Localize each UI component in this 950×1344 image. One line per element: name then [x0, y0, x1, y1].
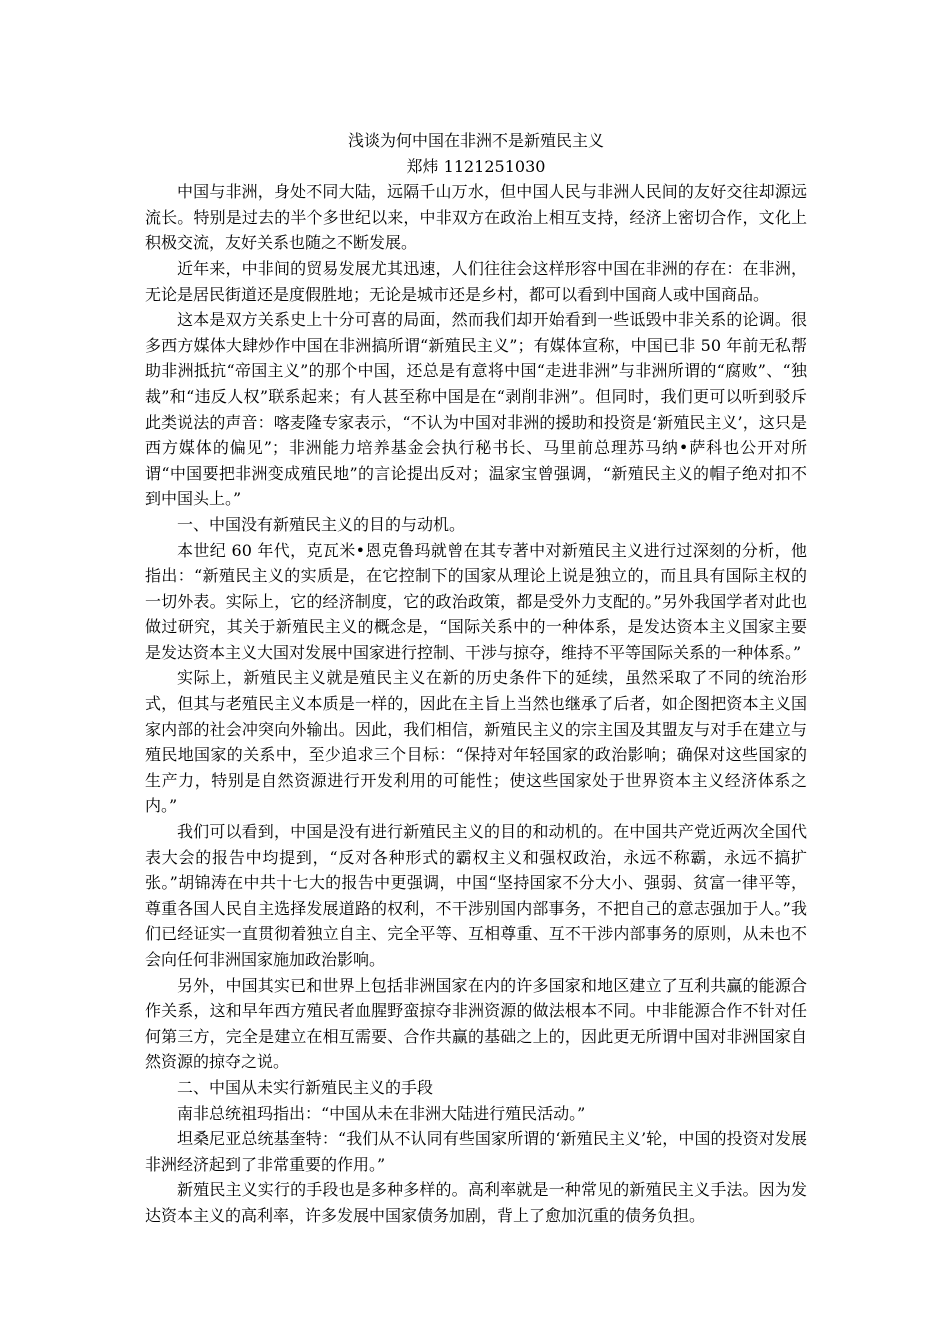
- paragraph: 新殖民主义实行的手段也是多种多样的。高利率就是一种常见的新殖民主义手法。因为发达资本主义的高利率，许多发展中国家债务加剧，背上了愈加沉重的债务负担。: [145, 1180, 807, 1225]
- paragraph: 这本是双方关系史上十分可喜的局面，然而我们却开始看到一些诋毁中非关系的论调。很多西方媒体大肆炒作中国在非洲搞所谓“新殖民主义”；有媒体宣称，中国已非 50 年前无私帮助非洲抵抗“帝国主义”的那个中国，还总是有意将中国“走进非洲”与非洲所谓的“腐败”、“独裁”和“违反人权”联系起来；有人甚至称中国是在“剥削非洲”。但同时，我们更可以听到驳斥此类说法的声音：喀麦隆专家表示，“不认为中国对非洲的援助和投资是‘新殖民主义’，这只是西方媒体的偏见”；非洲能力培养基金会执行秘书长、马里前总理苏马纳•萨科也公开对所谓“中国要把非洲变成殖民地”的言论提出反对；温家宝曾强调，“新殖民主义的帽子绝对扣不到中国头上。”: [145, 310, 807, 509]
- section-heading: 二、中国从未实行新殖民主义的手段: [177, 1077, 434, 1097]
- paragraph: 近年来，中非间的贸易发展尤其迅速，人们往往会这样形容中国在非洲的存在：在非洲，无论是居民街道还是度假胜地；无论是城市还是乡村，都可以看到中国商人或中国商品。: [145, 258, 807, 304]
- paragraph: 另外，中国其实已和世界上包括非洲国家在内的许多国家和地区建立了互利共赢的能源合作关系，这和早年西方殖民者血腥野蛮掠夺非洲资源的做法根本不同。中非能源合作不针对任何第三方，完全是建立在相互需要、合作共赢的基础之上的，因此更无所谓中国对非洲国家自然资源的掠夺之说。: [145, 975, 807, 1072]
- section-heading: 一、中国没有新殖民主义的目的与动机。: [177, 514, 466, 534]
- paragraph: 坦桑尼亚总统基奎特：“我们从不认同有些国家所谓的‘新殖民主义’轮，中国的投资对发展非洲经济起到了非常重要的作用。”: [145, 1129, 807, 1174]
- paragraph: 南非总统祖玛指出：“中国从未在非洲大陆进行殖民活动。”: [177, 1103, 586, 1123]
- paragraph: 我们可以看到，中国是没有进行新殖民主义的目的和动机的。在中国共产党近两次全国代表大会的报告中均提到，“反对各种形式的霸权主义和强权政治，永远不称霸，永远不搞扩张。”胡锦涛在中共十七大的报告中更强调，中国“坚持国家不分大小、强弱、贫富一律平等，尊重各国人民自主选择发展道路的权利，不干涉别国内部事务，不把自己的意志强加于人。”我们已经证实一直贯彻着独立自主、完全平等、互相尊重、互不干涉内部事务的原则，从未也不会向任何非洲国家施加政治影响。: [145, 822, 807, 969]
- document-title: 浅谈为何中国在非洲不是新殖民主义: [347, 131, 604, 150]
- paragraph: 中国与非洲，身处不同大陆，远隔千山万水，但中国人民与非洲人民间的友好交往却源远流长。特别是过去的半个多世纪以来，中非双方在政治上相互支持，经济上密切合作，文化上积极交流，友好关系也随之不断发展。: [145, 182, 807, 253]
- document-page: [145, 128, 807, 1229]
- paragraph: 本世纪 60 年代，克瓦米•恩克鲁玛就曾在其专著中对新殖民主义进行过深刻的分析，他指出：“新殖民主义的实质是，在它控制下的国家从理论上说是独立的，而且具有国际主权的一切外表。实际上，它的经济制度，它的政治政策，都是受外力支配的。”另外我国学者对此也做过研究，其关于新殖民主义的概念是，“国际关系中的一种体系，是发达资本主义国家主要是发达资本主义大国对发展中国家进行控制、干涉与掠夺，维持不平等国际关系的一种体系。”: [145, 540, 807, 662]
- author-line: 郑炜 1121251030: [406, 156, 546, 176]
- paragraph: 实际上，新殖民主义就是殖民主义在新的历史条件下的延续，虽然采取了不同的统治形式，但其与老殖民主义本质是一样的，因此在主旨上当然也继承了后者，如企图把资本主义国家内部的社会冲突向外输出。因此，我们相信，新殖民主义的宗主国及其盟友与对手在建立与殖民地国家的关系中，至少追求三个目标：“保持对年轻国家的政治影响；确保对这些国家的生产力，特别是自然资源进行开发利用的可能性；使这些国家处于世界资本主义经济体系之内。”: [145, 668, 807, 816]
